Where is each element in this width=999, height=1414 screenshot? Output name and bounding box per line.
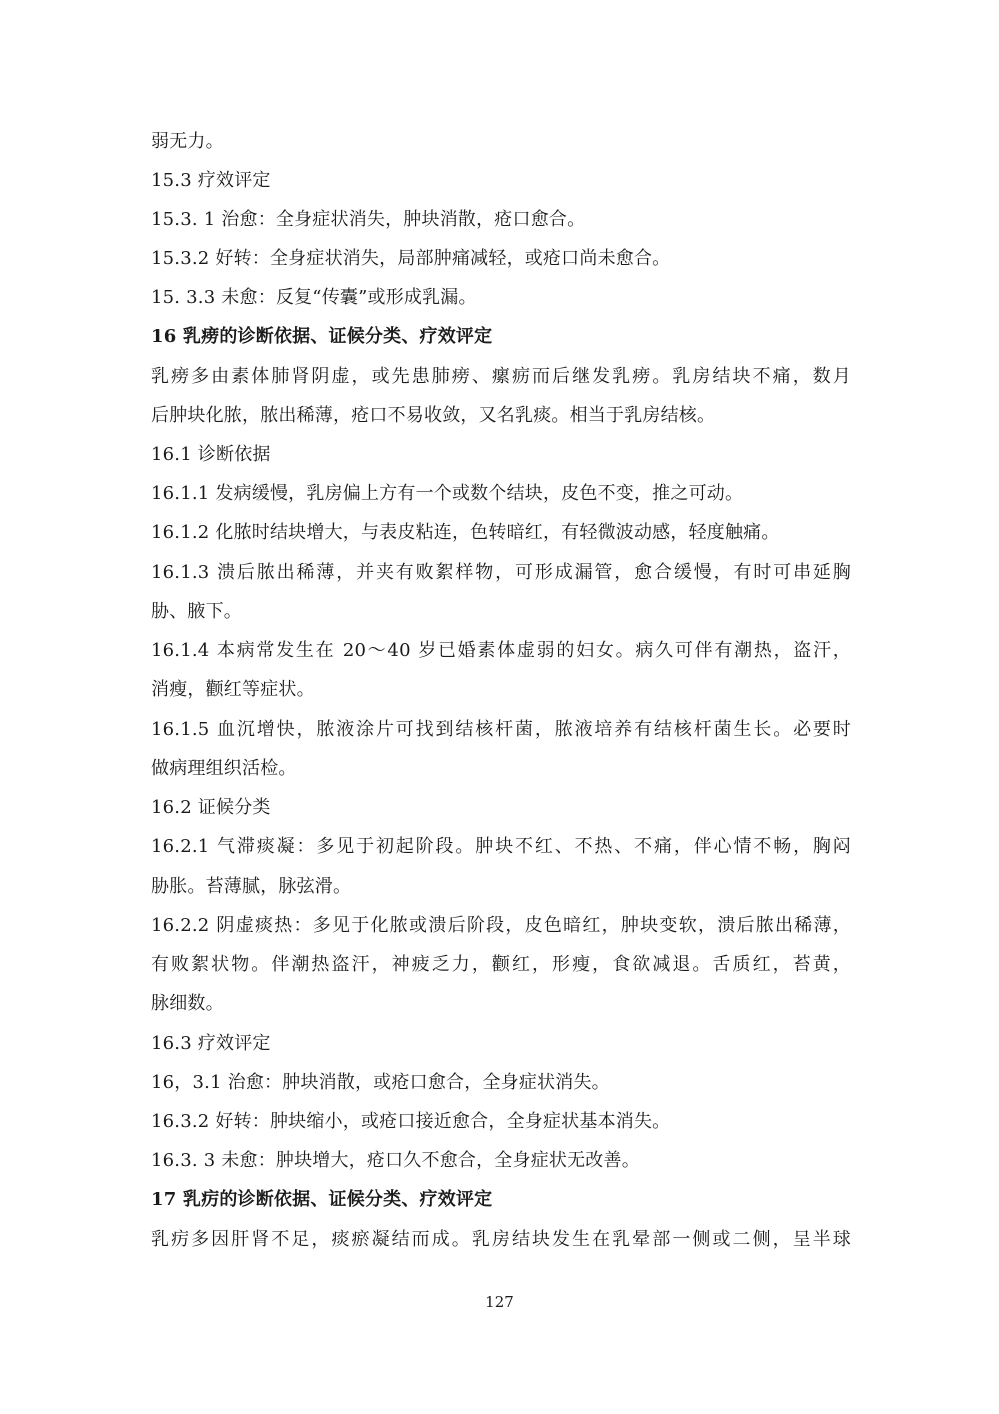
text-line: 胁胀。苔薄腻，脉弦滑。 xyxy=(151,876,352,897)
text-line: 消瘦，颧红等症状。 xyxy=(151,679,315,700)
text-line: 15. 3.3 未愈：反复“传囊”或形成乳漏。 xyxy=(151,287,477,308)
text-line: 胁、腋下。 xyxy=(151,601,242,622)
text-line: 做病理组织活检。 xyxy=(151,758,297,779)
text-line: 16.1.3 溃后脓出稀薄，并夹有败絮样物，可形成漏管，愈合缓慢，有时可串延胸 xyxy=(151,562,851,583)
text-line: 16.1.1 发病缓慢，乳房偏上方有一个或数个结块，皮色不变，推之可动。 xyxy=(151,483,744,504)
section-heading: 16.3 疗效评定 xyxy=(151,1033,271,1054)
text-line: 乳疠多因肝肾不足，痰瘀凝结而成。乳房结块发生在乳晕部一侧或二侧，呈半球 xyxy=(151,1229,851,1250)
page-number: 127 xyxy=(485,1293,514,1311)
text-line: 16.2.1 气滞痰凝：多见于初起阶段。肿块不红、不热、不痛，伴心情不畅，胸闷 xyxy=(151,836,851,857)
text-line: 乳痨多由素体肺肾阴虚，或先患肺痨、瘰疬而后继发乳痨。乳房结块不痛，数月 xyxy=(151,366,851,387)
text-line: 16.1.4 本病常发生在 20～40 岁已婚素体虚弱的妇女。病久可伴有潮热，盗汗， xyxy=(151,640,851,661)
text-line: 16.1.2 化脓时结块增大，与表皮粘连，色转暗红，有轻微波动感，轻度触痛。 xyxy=(151,522,780,543)
text-line: 弱无力。 xyxy=(151,131,224,152)
chapter-heading: 16 乳痨的诊断依据、证候分类、疗效评定 xyxy=(151,326,493,347)
text-line: 脉细数。 xyxy=(151,993,224,1014)
text-line: 15.3.2 好转：全身症状消失，局部肿痛减轻，或疮口尚未愈合。 xyxy=(151,248,671,269)
text-line: 16，3.1 治愈：肿块消散，或疮口愈合，全身症状消失。 xyxy=(151,1072,610,1093)
text-line: 16.3. 3 未愈：肿块增大，疮口久不愈合，全身症状无改善。 xyxy=(151,1150,640,1171)
text-line: 16.1.5 血沉增快，脓液涂片可找到结核杆菌，脓液培养有结核杆菌生长。必要时 xyxy=(151,719,851,740)
section-heading: 16.2 证候分类 xyxy=(151,797,271,818)
section-heading: 16.1 诊断依据 xyxy=(151,444,271,465)
text-line: 16.3.2 好转：肿块缩小，或疮口接近愈合，全身症状基本消失。 xyxy=(151,1111,671,1132)
chapter-heading: 17 乳疠的诊断依据、证候分类、疗效评定 xyxy=(151,1189,493,1210)
text-line: 有败絮状物。伴潮热盗汗，神疲乏力，颧红，形瘦，食欲减退。舌质红，苔黄， xyxy=(151,954,851,975)
text-line: 15.3. 1 治愈：全身症状消失，肿块消散，疮口愈合。 xyxy=(151,209,586,230)
text-line: 后肿块化脓，脓出稀薄，疮口不易收敛，又名乳痰。相当于乳房结核。 xyxy=(151,405,716,426)
text-line: 16.2.2 阴虚痰热：多见于化脓或溃后阶段，皮色暗红，肿块变软，溃后脓出稀薄， xyxy=(151,915,851,936)
section-heading: 15.3 疗效评定 xyxy=(151,170,271,191)
